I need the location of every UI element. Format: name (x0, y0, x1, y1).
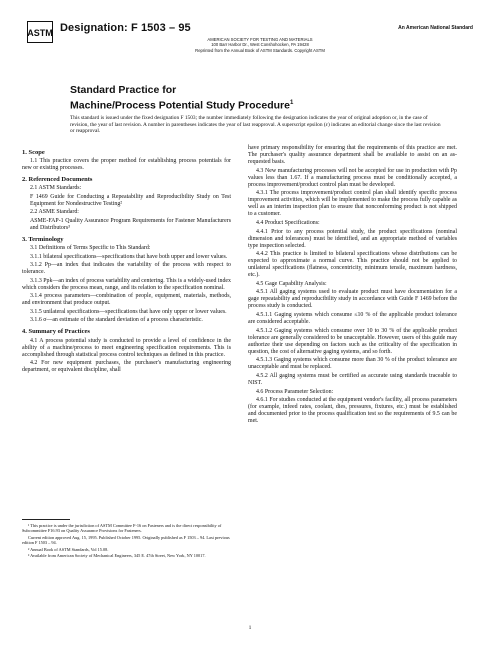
reference-entry: ASME-FAP-1 Quality Assurance Program Requirements for Fastener Manufacturers and Distributors³ (30, 217, 231, 231)
definition: 3.1.1 bilateral specifications—specifications that have both upper and lower values. (30, 253, 228, 260)
section-heading-referenced-documents: 2. Referenced Documents (22, 176, 93, 184)
publisher-line: 100 Barr Harbor Dr., West Conshohocken, PA 19428 (211, 42, 309, 48)
paragraph: 2.1 ASTM Standards: (30, 185, 82, 192)
section-heading-terminology: 3. Terminology (22, 235, 64, 243)
document-title (70, 84, 293, 113)
svg-text:ASTM: ASTM (27, 28, 53, 38)
page-number: 1 (248, 625, 252, 631)
definition: 3.1.5 unilateral specifications—specifications that have only upper or lower values. (30, 308, 227, 315)
paragraph: 4.6 Process Parameter Selection: (256, 388, 334, 395)
section-heading-scope: 1. Scope (22, 149, 45, 156)
paragraph: 4.5 Gage Capability Analysis: (256, 280, 327, 287)
footnote: ¹ This practice is under the jurisdiction of ASTM Committee F-16 on Fasteners and is the direct responsibility of Subcommittee F16.93 on Quality Assurance Provisions for Fasteners. (22, 523, 222, 534)
publisher-line: AMERICAN SOCIETY FOR TESTING AND MATERIALS (207, 37, 313, 42)
american-national-standard-label: An American National Standard (398, 25, 473, 31)
paragraph: 4.5.1 All gaging systems used to evaluate product must have documentation for a gage repeatability and reproducibility study in accordance with Guide F 1469 before the process study is conducted. (248, 289, 457, 310)
intro-text: This standard is issued under the fixed designation F 1503; the number immediately following the designation indicates the year of original adoption or, in the case of revision, the year of last revision. A number in parentheses indicates the year of last reapproval. A superscript epsilon (ε) indicates an editorial change since the last revision or reapproval. (70, 115, 441, 135)
definition: 3.1.6 σ—an estimate of the standard deviation of a process characteristic. (30, 317, 203, 324)
left-column (22, 145, 231, 376)
paragraph: 4.5.1.3 Gaging systems which consume more than 30 % of the product tolerance are unacceptable and must be replaced. (248, 357, 457, 371)
footnotes (22, 523, 231, 559)
right-column (248, 145, 457, 427)
definition: 3.1.2 Pp—an index that indicates the variability of the process with respect to tolerance. (22, 262, 231, 276)
paragraph: 4.4.2 This practice is limited to bilateral specifications whose distributions can be expected to approximate a normal curve. This practice should not be applied to unilateral specifications (flatness, concentricity, minimum tensile, maximum hardness, etc.). (248, 251, 457, 279)
paragraph: 4.5.1.1 Gaging systems which consume ≤10 % of the applicable product tolerance are considered acceptable. (248, 312, 457, 326)
title-line2: Machine/Process Potential Study Procedure (70, 99, 290, 112)
paragraph: 4.4 Product Specifications: (256, 219, 320, 226)
paragraph: 4.3.1 The process improvement/product control plan shall identify specific process improvement activities, which will be implemented to make the process fully capable as well as an interim inspection plan to ensure that nonconforming product is not shipped to a customer. (248, 190, 457, 218)
astm-logo (27, 21, 53, 43)
paragraph: 4.4.1 Prior to any process potential study, the product specifications (nominal dimension and tolerances) must be identified, and an appropriate method of variables type inspection selected. (248, 228, 457, 249)
footnote: Current edition approved Aug. 15, 1995. Published October 1995. Originally published as F 1503 – 94. Last previous edition F 1503 – 94. (22, 534, 230, 546)
paragraph: 3.1 Definitions of Terms Specific to This Standard: (30, 245, 151, 252)
intro-note (70, 115, 442, 135)
footnote: ³ Available from American Society of Mechanical Engineers, 345 E. 47th Street, New York, NY 10017. (28, 553, 206, 559)
footnote: ² Annual Book of ASTM Standards, Vol 15.08. (28, 546, 109, 552)
paragraph: 4.6.1 For studies conducted at the equipment vendor's facility, all process parameters (for example, infeed rates, coolant, dies, pressures, fixtures, etc.) must be established and documented prior to the process qualification test so the requirements of 9.5 can be met. (248, 397, 457, 425)
publisher-block (140, 37, 380, 53)
paragraph: 4.5.2 All gaging systems must be certified as accurate using standards traceable to NIST. (248, 372, 457, 386)
designation: Designation: F 1503 – 95 (60, 22, 191, 34)
title-footnote-mark: 1 (289, 100, 294, 106)
definition: 3.1.4 process parameters—combination of people, equipment, materials, methods, and environment that produce output. (22, 293, 231, 307)
paragraph: 4.3 New manufacturing processes will not be accepted for use in production with Pp values less than 1.67. If a manufacturing process must be conditionally accepted, a process improvement/product control plan must be developed. (248, 167, 457, 188)
paragraph: 1.1 This practice covers the proper method for establishing process potentials for new or existing processes. (22, 158, 231, 172)
paragraph: have primary responsibility for ensuring that the requirements of this practice are met. The purchaser's quality assurance department shall be available to assist on an as-requested basis. (248, 145, 457, 166)
paragraph: 4.1 A process potential study is conducted to provide a level of confidence in the ability of a machine/process to meet engineering specification requirements. This is accomplished through statistical process control techniques as defined in this practice. (22, 337, 231, 358)
publisher-line: Reprinted from the Annual Book of ASTM Standards. Copyright ASTM (195, 47, 325, 53)
section-heading-summary: 4. Summary of Practices (22, 328, 90, 336)
paragraph: 2.2 ASME Standard: (30, 209, 79, 216)
footnote-divider (22, 519, 70, 520)
reference-entry: F 1469 Guide for Conducting a Repeatability and Reproducibility Study on Test Equipment for Nondestructive Testing² (30, 193, 231, 207)
paragraph: 4.5.1.2 Gaging systems which consume over 10 to 30 % of the applicable product tolerance are generally considered to be unacceptable. However, users of this guide may authorize their use depending on factors such as the criticality of the specification in question, the cost of alternative gaging systems, and so forth. (248, 327, 457, 355)
definition: 3.1.3 Ppk—an index of process variability and centering. This is a widely-used index which considers the process mean, range, and its relation to the specification nominal. (22, 277, 231, 291)
paragraph: 4.2 For new equipment purchases, the purchaser's manufacturing engineering department, or equivalent discipline, shall (22, 360, 231, 374)
title-line1: Standard Practice for (70, 84, 177, 96)
